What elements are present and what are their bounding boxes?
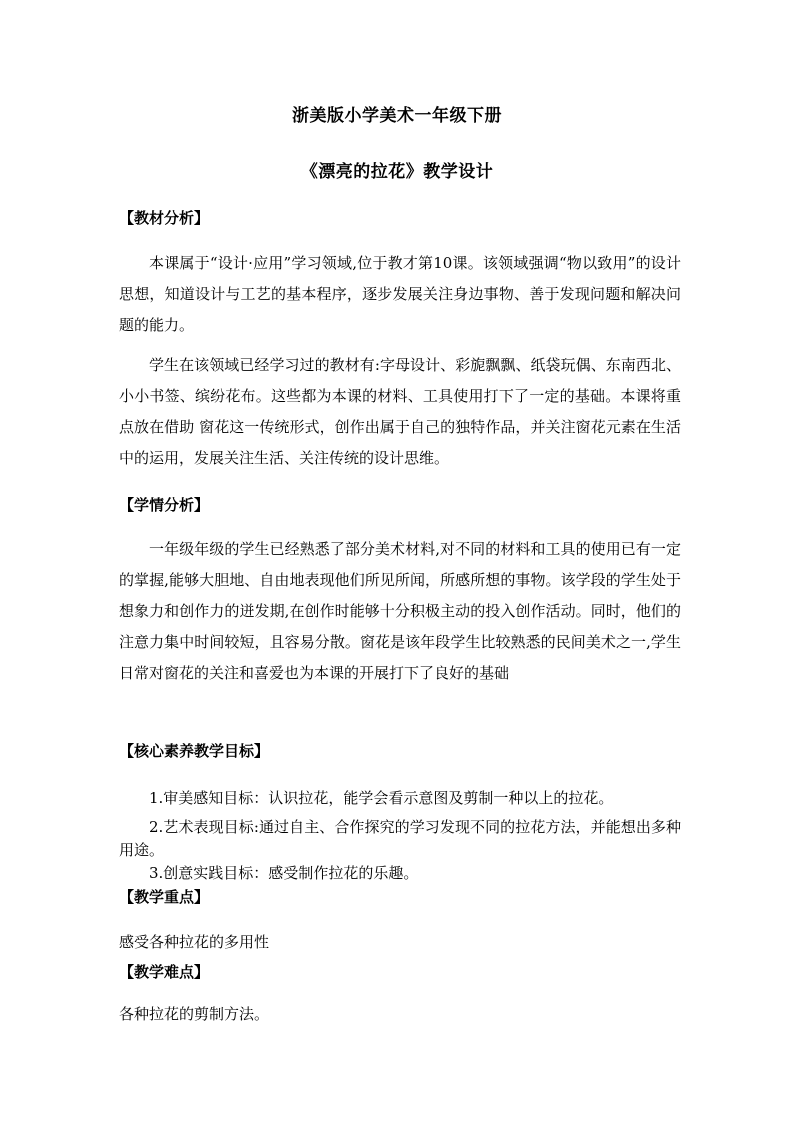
student-analysis-paragraph: 一年级年级的学生已经熟悉了部分美术材料,对不同的材料和工具的使用已有一定的掌握,能够大胆地、自由地表现他们所见所闻，所感所想的事物。该学段的学生处于想象力和创作力的迸发期,在创作时能够十分积极主动的投入创作活动。同时，他们的注意力集中时间较短，且容易分散。窗花是该年段学生比较熟悉的民间美术之一,学生日常对窗花的关注和喜爱也为本课的开展打下了良好的基础: [119, 540, 681, 682]
document-title: 浙美版小学美术一年级下册: [292, 106, 502, 126]
document-subtitle: 《漂亮的拉花》教学设计: [300, 162, 494, 182]
material-analysis-heading: 【教材分析】: [119, 209, 210, 227]
goal-item-3: 3.创意实践目标：感受制作拉花的乐趣。: [149, 864, 419, 882]
student-analysis-heading: 【学情分析】: [119, 496, 210, 514]
difficulty-text: 各种拉花的剪制方法。: [119, 1005, 270, 1023]
material-analysis-paragraph-2: 学生在该领域已经学习过的教材有:字母设计、彩旎飘飘、纸袋玩偶、东南西北、小小书签、缤纷花布。这些都为本课的材料、工具使用打下了一定的基础。本课将重点放在借助 窗花这一传统形式，创作出属于自己的独特作品，并关注窗花元素在生活中的运用，发展关注生活、关注传统的设计思维。: [119, 356, 681, 467]
core-goals-heading: 【核心素养教学目标】: [119, 742, 270, 760]
key-point-heading: 【教学重点】: [119, 888, 210, 906]
material-analysis-paragraph-1: 本课属于“设计·应用”学习领域,位于教才第10课。该领域强调“物以致用”的设计思想，知道设计与工艺的基本程序，逐步发展关注身边事物、善于发现问题和解决问题的能力。: [119, 254, 681, 334]
goal-item-2: 2.艺术表现目标:通过自主、合作探究的学习发现不同的拉花方法，并能想出多种用途。: [119, 818, 681, 859]
goal-item-1: 1.审美感知目标：认识拉花，能学会看示意图及剪制一种以上的拉花。: [149, 789, 614, 807]
key-point-text: 感受各种拉花的多用性: [119, 933, 270, 951]
difficulty-heading: 【教学难点】: [119, 963, 210, 981]
